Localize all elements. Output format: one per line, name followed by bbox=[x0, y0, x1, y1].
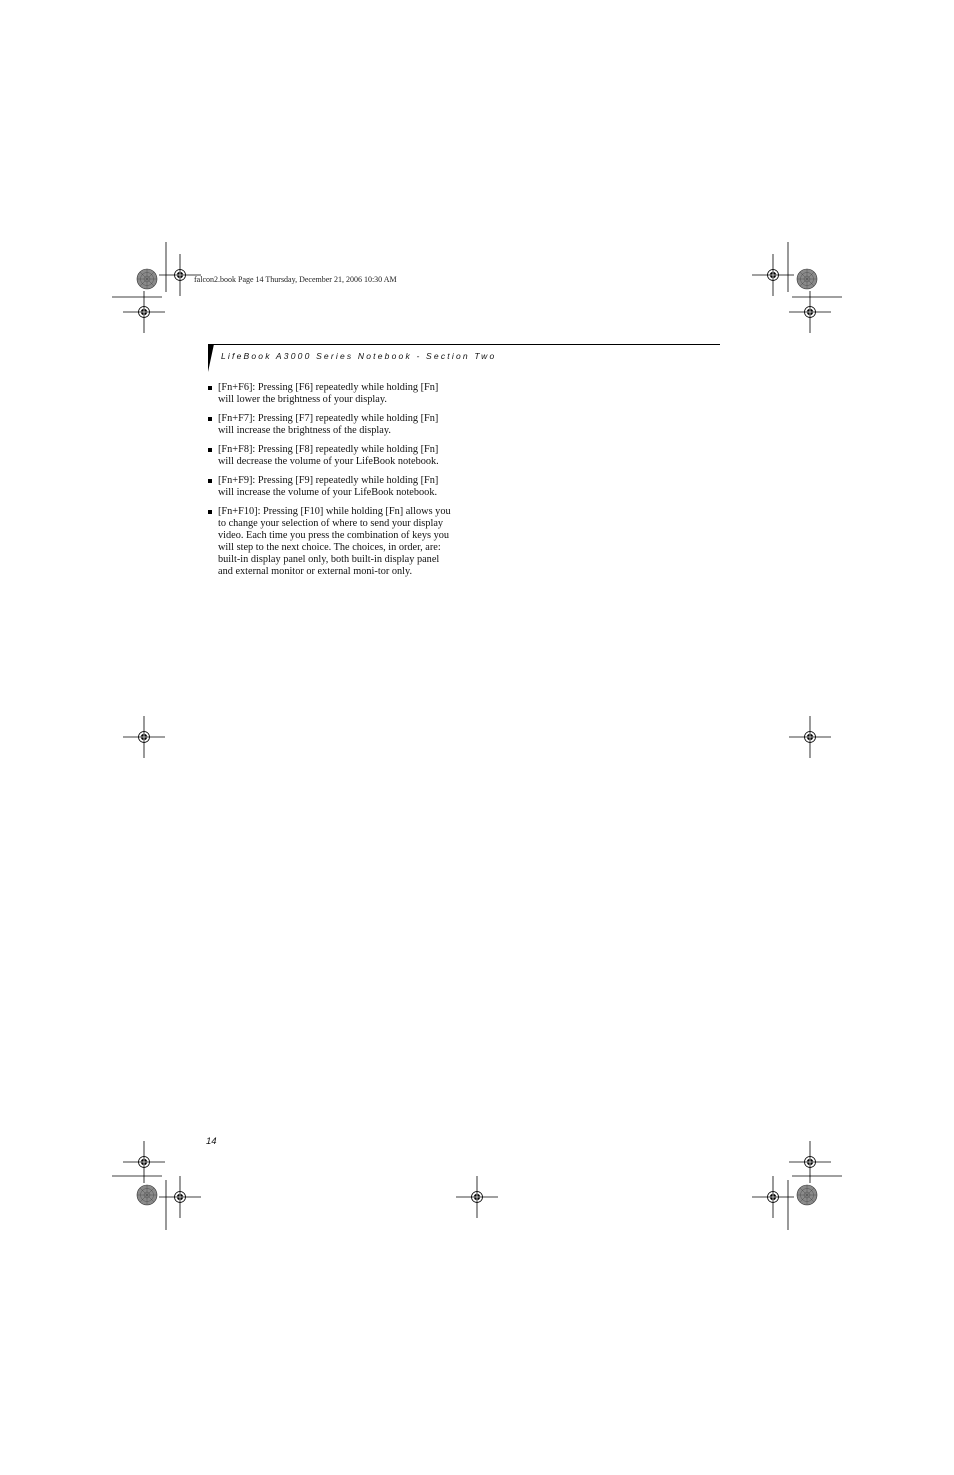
list-item bbox=[206, 444, 456, 468]
registration-star-bottom-right bbox=[797, 1185, 817, 1205]
crosshair-bottom-right-upper bbox=[789, 1141, 831, 1183]
crosshair-mid-left bbox=[123, 716, 165, 758]
crosshair-bottom-left-upper bbox=[123, 1141, 165, 1183]
list-item bbox=[206, 506, 456, 578]
header-rule bbox=[212, 344, 720, 345]
square-bullet-icon bbox=[208, 510, 212, 514]
list-item-text: [Fn+F7]: Pressing [F7] repeatedly while holding [Fn] will increase the brightness of the display. bbox=[218, 413, 439, 436]
square-bullet-icon bbox=[208, 417, 212, 421]
list-item-text: [Fn+F9]: Pressing [F9] repeatedly while holding [Fn] will increase the volume of your LifeBook notebook. bbox=[218, 475, 439, 498]
registration-star-bottom-left bbox=[137, 1185, 157, 1205]
list-item bbox=[206, 475, 456, 499]
registration-star-top-left bbox=[137, 269, 157, 289]
list-item-text: [Fn+F10]: Pressing [F10] while holding [Fn] allows you to change your selection of where to send your display video. Each time you press the combination of keys you will step to the next choice. The choices, in order, are: built-in display panel only, both built-in display panel and external monitor or external moni-tor only. bbox=[218, 506, 451, 577]
crosshair-bottom-center bbox=[456, 1176, 498, 1218]
crosshair-bottom-left bbox=[159, 1176, 201, 1218]
print-stamp: falcon2.book Page 14 Thursday, December 21, 2006 10:30 AM bbox=[194, 275, 397, 284]
list-item-text: [Fn+F6]: Pressing [F6] repeatedly while holding [Fn] will lower the brightness of your display. bbox=[218, 382, 439, 405]
crosshair-mid-right bbox=[789, 716, 831, 758]
square-bullet-icon bbox=[208, 448, 212, 452]
registration-star-top-right bbox=[797, 269, 817, 289]
header-tab-marker bbox=[208, 344, 214, 372]
running-head: LifeBook A3000 Series Notebook - Section Two bbox=[221, 351, 497, 361]
list-item bbox=[206, 413, 456, 437]
square-bullet-icon bbox=[208, 479, 212, 483]
list-item bbox=[206, 382, 456, 406]
page-number: 14 bbox=[206, 1136, 217, 1147]
function-key-list bbox=[206, 382, 456, 585]
square-bullet-icon bbox=[208, 386, 212, 390]
list-item-text: [Fn+F8]: Pressing [F8] repeatedly while holding [Fn] will decrease the volume of your LifeBook notebook. bbox=[218, 444, 439, 467]
